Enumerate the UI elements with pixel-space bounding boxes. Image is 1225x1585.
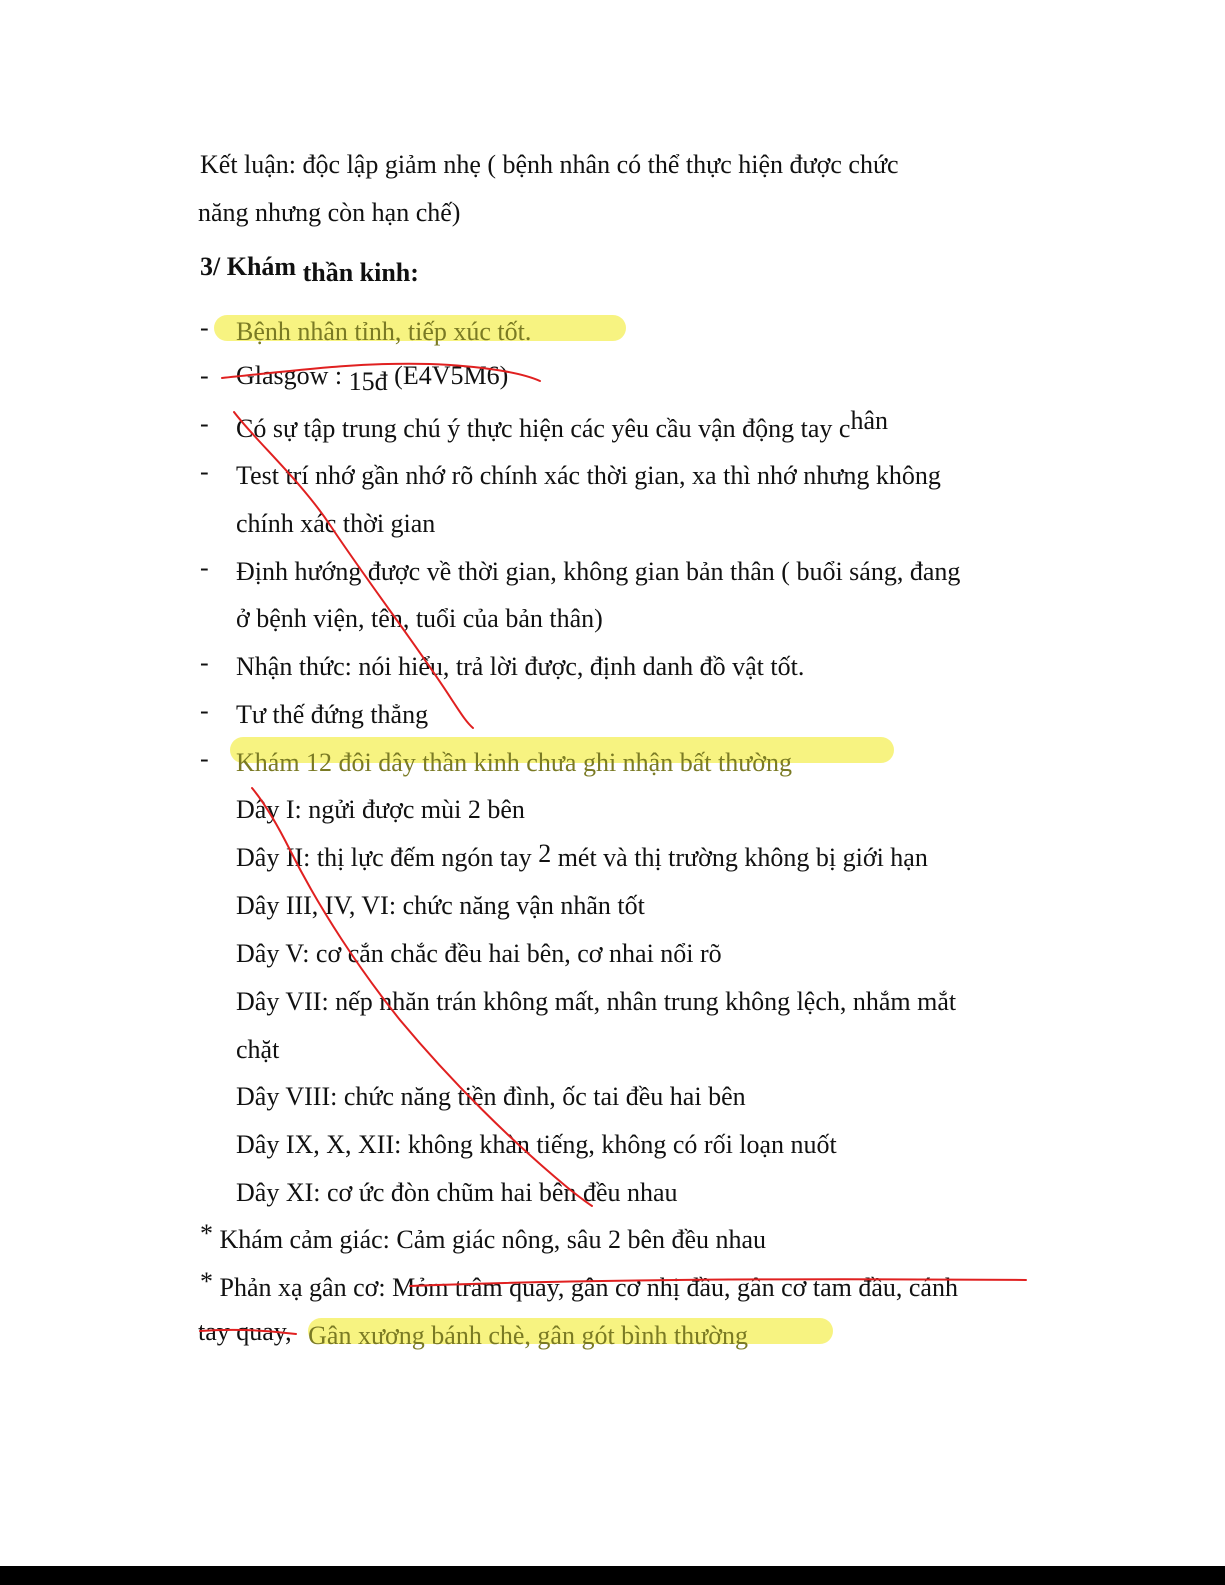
glasgow-score: 15đ (348, 367, 388, 396)
nerve-line: Dây VIII: chức năng tiền đình, ốc tai đều hai bên (236, 1082, 746, 1111)
reflex-text: Phản xạ gân cơ: Mỏm trâm quay, gân cơ nhị đầu, gân cơ tam đầu, cánh (219, 1273, 958, 1302)
nerve-line: Dây IX, X, XII: không khàn tiếng, không có rối loạn nuốt (236, 1130, 837, 1159)
bullet-dash: - (200, 553, 209, 582)
nerve-number: 2 (538, 839, 552, 868)
bullet-item-continued: ở bệnh viện, tên, tuổi của bản thân) (236, 604, 603, 633)
conclusion-line: Kết luận: độc lập giảm nhẹ ( bệnh nhân có thể thực hiện được chức (200, 150, 899, 179)
star-marker: * (200, 1219, 213, 1248)
nerve-line: Dây III, IV, VI: chức năng vận nhãn tốt (236, 891, 645, 920)
sensory-line (200, 1219, 767, 1255)
bullet-item (236, 406, 888, 444)
bullet-item: Định hướng được về thời gian, không gian bản thân ( buổi sáng, đang (236, 557, 961, 586)
section-title-part: 3/ Khám (200, 252, 297, 281)
bullet-item: Nhận thức: nói hiểu, trả lời được, định danh đồ vật tốt. (236, 652, 805, 681)
bullet-text-raised: hân (850, 406, 888, 435)
conclusion-line: năng nhưng còn hạn chế) (198, 198, 461, 227)
bullet-dash: - (200, 361, 209, 390)
reflex-text-highlighted: Gân xương bánh chè, gân gót bình thường (308, 1321, 748, 1350)
bullet-item: Khám 12 đôi dây thần kinh chưa ghi nhận bất thường (236, 748, 793, 777)
bullet-text: Có sự tập trung chú ý thực hiện các yêu cầu vận động tay c (236, 414, 851, 443)
bullet-dash: - (200, 648, 209, 677)
bullet-dash: - (200, 409, 209, 438)
bullet-dash: - (200, 744, 209, 773)
sensory-text: Khám cảm giác: Cảm giác nông, sâu 2 bên đều nhau (219, 1225, 767, 1254)
nerve-line-continued: chặt (236, 1035, 280, 1064)
bullet-item (236, 361, 509, 396)
reflex-text: tay quay, (198, 1317, 292, 1346)
glasgow-label: Glasgow : (236, 361, 343, 390)
page-bottom-bar (0, 1566, 1225, 1585)
nerve-text: Dây II: thị lực đếm ngón tay (236, 843, 532, 872)
bullet-item: Test trí nhớ gần nhớ rõ chính xác thời gian, xa thì nhớ nhưng không (236, 461, 941, 490)
section-title (200, 252, 419, 287)
nerve-line: Dây I: ngửi được mùi 2 bên (236, 795, 525, 824)
nerve-line: Dây XI: cơ ức đòn chũm hai bên đều nhau (236, 1178, 678, 1207)
bullet-dash: - (200, 696, 209, 725)
glasgow-detail: (E4V5M6) (394, 361, 509, 390)
bullet-dash: - (200, 457, 209, 486)
bullet-item-continued: chính xác thời gian (236, 509, 436, 538)
bullet-item: Bệnh nhân tỉnh, tiếp xúc tốt. (236, 317, 532, 346)
reflex-line-continued (198, 1317, 748, 1350)
nerve-line: Dây V: cơ cắn chắc đều hai bên, cơ nhai nổi rõ (236, 939, 722, 968)
nerve-text: mét và thị trường không bị giới hạn (557, 843, 928, 872)
nerve-line: Dây VII: nếp nhăn trán không mất, nhân trung không lệch, nhắm mắt (236, 987, 957, 1016)
bullet-item: Tư thế đứng thẳng (236, 700, 429, 729)
reflex-line (200, 1267, 958, 1303)
nerve-line (236, 839, 928, 873)
section-title-part: thần kinh: (302, 258, 419, 287)
star-marker: * (200, 1267, 213, 1296)
bullet-dash: - (200, 313, 209, 342)
